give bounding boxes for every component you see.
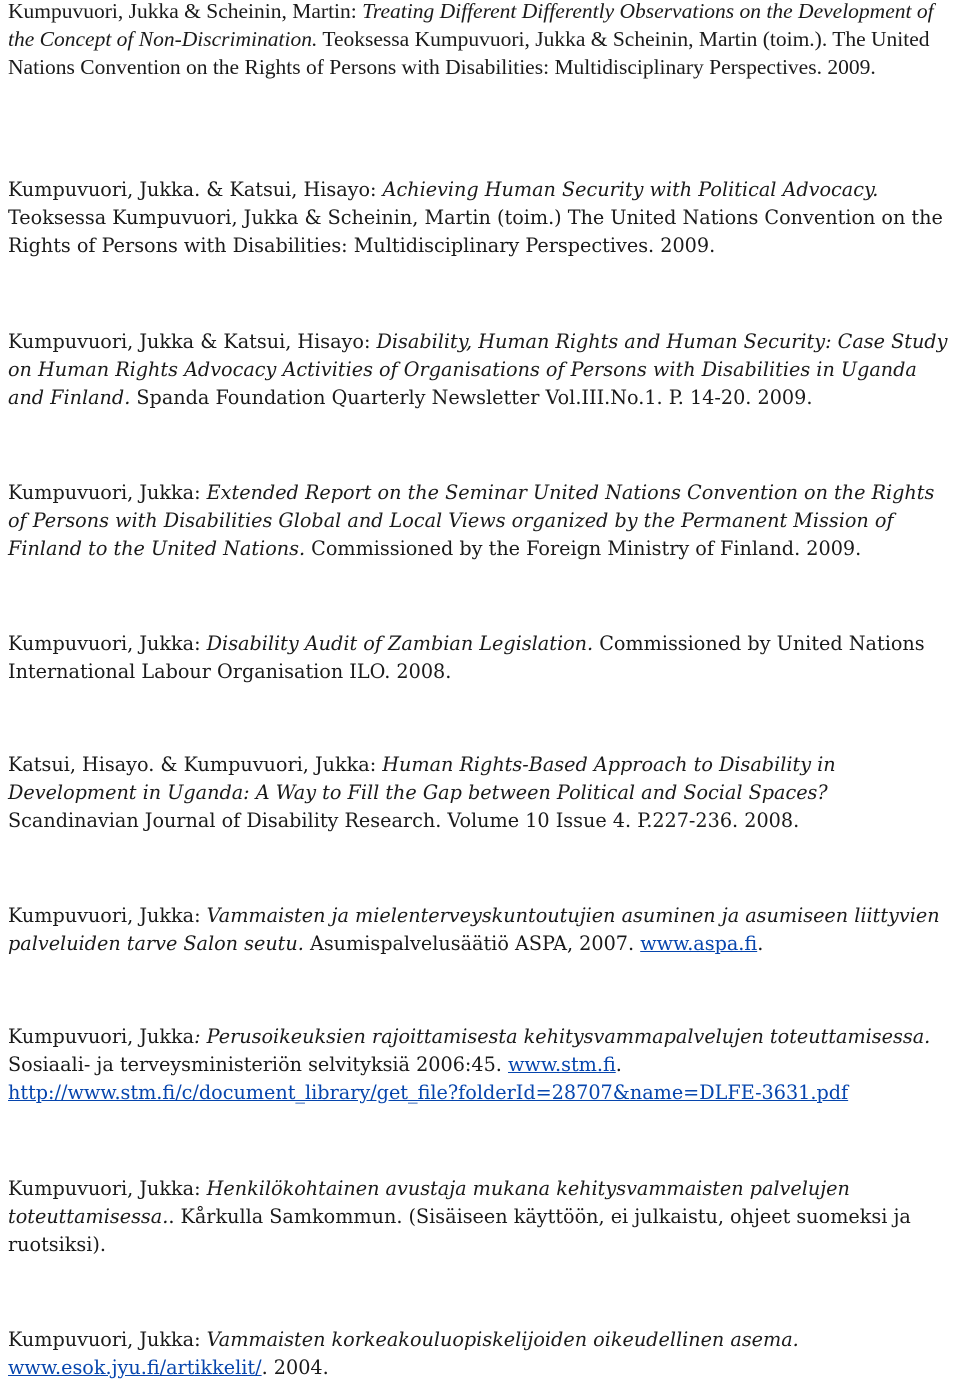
reference-authors: Kumpuvuori, Jukka: bbox=[8, 1328, 207, 1351]
reference-entry bbox=[8, 751, 958, 835]
reference-entry bbox=[8, 902, 958, 958]
reference-entry bbox=[8, 1175, 958, 1259]
reference-source: Spanda Foundation Quarterly Newsletter Vol.III.No.1. P. 14-20. 2009. bbox=[130, 386, 813, 409]
reference-source: Sosiaali- ja terveysministeriön selvityksiä 2006:45. bbox=[8, 1053, 508, 1076]
reference-entry bbox=[8, 0, 958, 81]
reference-punctuation: . 2004. bbox=[261, 1356, 329, 1379]
reference-document-link[interactable]: http://www.stm.fi/c/document_library/get_file?folderId=28707&name=DLFE-3631.pdf bbox=[8, 1081, 849, 1104]
reference-link[interactable]: www.stm.fi bbox=[508, 1053, 616, 1076]
reference-title: Disability, Human Rights and Human Security: Case Study on Human Rights Advocacy Activities of Organisations of Persons with Disabilities in Uganda and Finland. bbox=[8, 330, 948, 409]
reference-source: Scandinavian Journal of Disability Research. Volume 10 Issue 4. P.227-236. 2008. bbox=[8, 809, 800, 832]
reference-title: Disability Audit of Zambian Legislation. bbox=[206, 632, 594, 655]
reference-entry bbox=[8, 328, 958, 412]
reference-punctuation: . bbox=[615, 1053, 622, 1076]
reference-title: Achieving Human Security with Political Advocacy. bbox=[382, 178, 879, 201]
reference-authors: Katsui, Hisayo. & Kumpuvuori, Jukka: bbox=[8, 753, 383, 776]
reference-entry bbox=[8, 176, 958, 260]
reference-source: Teoksessa Kumpuvuori, Jukka & Scheinin, Martin (toim.) The United Nations Convention on the Rights of Persons with Disabilities: Multidisciplinary Perspectives. 2009. bbox=[8, 206, 943, 257]
reference-entry bbox=[8, 1326, 958, 1382]
reference-source: Commissioned by the Foreign Ministry of Finland. 2009. bbox=[305, 537, 862, 560]
reference-authors: Kumpuvuori, Jukka: bbox=[8, 1177, 207, 1200]
reference-punctuation: . bbox=[757, 932, 764, 955]
reference-authors: Kumpuvuori, Jukka bbox=[8, 1025, 195, 1048]
reference-title: Extended Report on the Seminar United Nations Convention on the Rights of Persons with Disabilities Global and Local Views organized by the Permanent Mission of Finland to the United Nations. bbox=[8, 481, 935, 560]
reference-authors: Kumpuvuori, Jukka & Scheinin, Martin: bbox=[8, 0, 363, 23]
reference-title: Vammaisten ja mielenterveyskuntoutujien asuminen ja asumiseen liittyvien palveluiden tarve Salon seutu. bbox=[8, 904, 940, 955]
reference-title: : Perusoikeuksien rajoittamisesta kehitysvammapalvelujen toteuttamisessa. bbox=[194, 1025, 931, 1048]
reference-authors: Kumpuvuori, Jukka: bbox=[8, 481, 207, 504]
reference-authors: Kumpuvuori, Jukka: bbox=[8, 904, 207, 927]
reference-title: Henkilökohtainen avustaja mukana kehitysvammaisten palvelujen toteuttamisessa. bbox=[8, 1177, 850, 1228]
reference-authors: Kumpuvuori, Jukka. & Katsui, Hisayo: bbox=[8, 178, 383, 201]
reference-title: Vammaisten korkeakouluopiskelijoiden oikeudellinen asema. bbox=[206, 1328, 799, 1351]
reference-link[interactable]: www.aspa.fi bbox=[640, 932, 758, 955]
reference-link[interactable]: www.esok.jyu.fi/artikkelit/ bbox=[8, 1356, 262, 1379]
reference-entry bbox=[8, 630, 958, 686]
reference-title: Human Rights-Based Approach to Disability in Development in Uganda: A Way to Fill the Gap between Political and Social Spaces? bbox=[8, 753, 836, 804]
reference-authors: Kumpuvuori, Jukka & Katsui, Hisayo: bbox=[8, 330, 377, 353]
reference-entry bbox=[8, 479, 958, 563]
reference-source: Commissioned by United Nations International Labour Organisation ILO. 2008. bbox=[8, 632, 925, 683]
reference-entry bbox=[8, 1023, 958, 1107]
reference-source: Teoksessa Kumpuvuori, Jukka & Scheinin, Martin (toim.). The United Nations Convention on the Rights of Persons with Disabilities: Multidisciplinary Perspectives. 2009. bbox=[8, 27, 930, 79]
reference-title: Treating Different Differently Observations on the Development of the Concept of Non-Discrimination. bbox=[8, 0, 934, 51]
reference-source: . Kårkulla Samkommun. (Sisäiseen käyttöön, ei julkaistu, ohjeet suomeksi ja ruotsiksi). bbox=[8, 1205, 911, 1256]
reference-authors: Kumpuvuori, Jukka: bbox=[8, 632, 207, 655]
reference-source: Asumispalvelusäätiö ASPA, 2007. bbox=[303, 932, 641, 955]
